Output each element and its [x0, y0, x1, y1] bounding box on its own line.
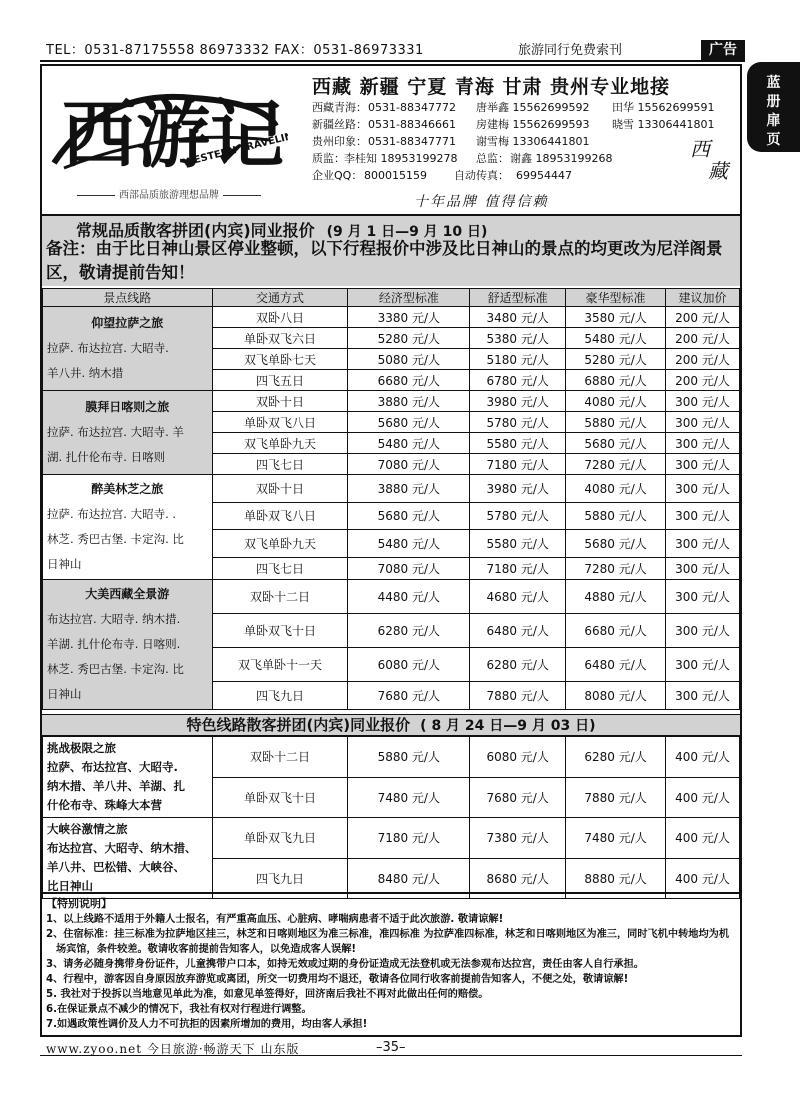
price-cell: 5580 元/人 — [470, 530, 566, 558]
price-cell: 8080 元/人 — [566, 682, 666, 710]
price-cell: 5480 元/人 — [566, 328, 666, 349]
col-header: 交通方式 — [212, 289, 348, 307]
price-cell: 7380 元/人 — [470, 818, 566, 859]
contact-phone: 0531-88347772 — [368, 101, 456, 114]
contact-person: 田华 15562699591 — [612, 101, 715, 114]
markup-cell: 300 元/人 — [666, 648, 740, 682]
route-attractions: 羊湖. 扎什伦布寺. 日喀则. — [47, 637, 181, 651]
contact-row — [312, 99, 714, 116]
price-cell: 4680 元/人 — [470, 580, 566, 614]
markup-cell: 200 元/人 — [666, 307, 740, 328]
table-row — [43, 391, 740, 412]
note-item: 5. 我社对于投拆以当地意见单此为准，如意见单签得好，回济南后我社不再对此做出任何的赔偿。 — [46, 989, 489, 1000]
markup-cell: 300 元/人 — [666, 530, 740, 558]
contact-label: 质监： — [312, 152, 345, 165]
markup-cell: 300 元/人 — [666, 557, 740, 579]
table-row — [43, 475, 740, 503]
logo-subtitle: 西部品质旅游理想品牌 — [54, 186, 284, 201]
price-cell: 6080 元/人 — [470, 737, 566, 778]
side-tab-char: 册 — [766, 94, 781, 110]
price-cell: 6280 元/人 — [470, 648, 566, 682]
transport-cell: 四飞七日 — [212, 557, 348, 579]
side-tab — [747, 62, 800, 152]
fax-number: 69954447 — [516, 169, 572, 182]
top-contact-bar — [40, 42, 745, 62]
price-cell: 5780 元/人 — [470, 502, 566, 530]
route-cell — [43, 307, 213, 391]
markup-cell: 200 元/人 — [666, 370, 740, 391]
contact-label: 总监： — [476, 152, 509, 165]
route-attractions: 拉萨. 布达拉宫. 大昭寺. — [47, 341, 169, 355]
price-cell: 4880 元/人 — [566, 580, 666, 614]
markup-cell: 200 元/人 — [666, 349, 740, 370]
route-cell — [43, 475, 213, 580]
price-cell: 7480 元/人 — [348, 777, 470, 818]
side-tab-char: 扉 — [766, 113, 781, 129]
route-title: 醉美林芝之旅 — [91, 482, 164, 496]
markup-cell: 300 元/人 — [666, 433, 740, 454]
price-cell: 3880 元/人 — [348, 475, 470, 503]
price-cell: 8880 元/人 — [566, 858, 666, 899]
contact-label: 西藏青海： — [312, 101, 367, 114]
calligraphy-xizang — [690, 138, 728, 182]
price-cell: 7180 元/人 — [348, 818, 470, 859]
price-cell: 7280 元/人 — [566, 557, 666, 579]
price-cell: 8680 元/人 — [470, 858, 566, 899]
price-cell: 7880 元/人 — [566, 777, 666, 818]
markup-cell: 300 元/人 — [666, 502, 740, 530]
col-header: 景点线路 — [43, 289, 213, 307]
table-row — [43, 580, 740, 614]
transport-cell: 四飞九日 — [212, 682, 348, 710]
route-title: 挑战极限之旅 — [47, 741, 116, 755]
route-title: 大峡谷激情之旅 — [47, 822, 128, 836]
notice-body: 备注：由于比日神山景区停业整顿，以下行程报价中涉及比日神山的景点的均更改为尼洋阁景区，敬请提前告知！ — [46, 239, 723, 282]
contact-label: 企业QQ： — [312, 169, 363, 182]
transport-cell: 单卧双飞六日 — [212, 328, 348, 349]
route-attractions: 什伦布寺、珠峰大本营 — [47, 798, 162, 812]
transport-cell: 双卧十日 — [212, 475, 348, 503]
special-title-text: 特色线路散客拼团(内宾)同业报价 — [186, 716, 411, 734]
transport-cell: 单卧双飞十日 — [212, 777, 348, 818]
price-cell: 7880 元/人 — [470, 682, 566, 710]
markup-cell: 300 元/人 — [666, 412, 740, 433]
price-cell: 7080 元/人 — [348, 454, 470, 475]
contact-row — [312, 167, 714, 184]
note-item: 1、以上线路不适用于外籍人士报名，有严重高血压、心脏病、哮喘病患者不适于此次旅游. 敬请谅解! — [46, 914, 504, 925]
logo-text: 西游记 — [62, 92, 284, 178]
price-cell: 5880 元/人 — [566, 502, 666, 530]
note-item: 7.如遇政策性调价及人力不可抗拒的因素所增加的费用，均由客人承担! — [46, 1019, 368, 1030]
markup-cell: 300 元/人 — [666, 580, 740, 614]
contact-row — [312, 133, 714, 150]
price-cell: 5780 元/人 — [470, 412, 566, 433]
note-item: 4、行程中，游客因自身原因放弃游览或离团，所交一切费用均不退还，敬请各位同行收客前提前告知客人，不便之处，敬请谅解! — [46, 974, 629, 985]
contact-row — [312, 116, 714, 133]
price-cell: 5380 元/人 — [470, 328, 566, 349]
route-attractions: 日神山 — [47, 687, 82, 701]
contact-label: 自动传真： — [454, 169, 509, 182]
price-cell: 5880 元/人 — [348, 737, 470, 778]
advert-frame — [40, 64, 742, 1037]
markup-cell: 300 元/人 — [666, 682, 740, 710]
markup-cell: 400 元/人 — [666, 818, 740, 859]
tel-fax-text: TEL：0531-87175558 86973332 FAX：0531-86973331 — [46, 43, 424, 58]
route-attractions: 羊八井、巴松错、大峡谷、 — [47, 860, 185, 874]
price-cell: 5580 元/人 — [470, 433, 566, 454]
header-info — [294, 66, 740, 214]
route-attractions: 林芝. 秀巴古堡. 卡定沟. 比 — [47, 532, 184, 546]
contact-person: 谢鑫 18953199268 — [510, 152, 613, 165]
price-cell: 6280 元/人 — [348, 614, 470, 648]
price-cell: 5680 元/人 — [348, 502, 470, 530]
transport-cell: 单卧双飞十日 — [212, 614, 348, 648]
contact-label: 贵州印象： — [312, 135, 367, 148]
contact-label: 新疆丝路： — [312, 118, 367, 131]
transport-cell: 四飞五日 — [212, 370, 348, 391]
calligraphy-char: 西 — [690, 137, 710, 161]
page-number: –35– — [376, 1040, 406, 1055]
price-cell: 5680 元/人 — [348, 412, 470, 433]
price-cell: 7180 元/人 — [470, 454, 566, 475]
price-cell: 3380 元/人 — [348, 307, 470, 328]
logo-graphic — [44, 68, 288, 188]
special-notes — [42, 892, 740, 1037]
special-price-table — [42, 736, 740, 899]
special-date-range: ( 8 月 24 日—9 月 03 日) — [420, 718, 596, 734]
contact-person: 唐举鑫 15562699592 — [476, 101, 590, 114]
route-cell — [43, 818, 213, 899]
transport-cell: 双卧十二日 — [212, 737, 348, 778]
price-cell: 6080 元/人 — [348, 648, 470, 682]
price-cell: 6680 元/人 — [566, 614, 666, 648]
advert-header — [42, 66, 740, 214]
notice-title-text: 常规品质散客拼团(内宾)同业报价 — [76, 221, 315, 240]
calligraphy-char: 藏 — [708, 159, 728, 183]
route-cell — [43, 391, 213, 475]
price-cell: 5080 元/人 — [348, 349, 470, 370]
price-cell: 5880 元/人 — [566, 412, 666, 433]
price-cell: 3580 元/人 — [566, 307, 666, 328]
route-attractions: 布达拉宫、大昭寺、纳木措、 — [47, 841, 197, 855]
markup-cell: 200 元/人 — [666, 328, 740, 349]
ad-tag: 广告 — [701, 40, 745, 60]
route-cell — [43, 737, 213, 818]
transport-cell: 双飞单卧七天 — [212, 349, 348, 370]
markup-cell: 300 元/人 — [666, 614, 740, 648]
transport-cell: 四飞九日 — [212, 858, 348, 899]
transport-cell: 单卧双飞九日 — [212, 818, 348, 859]
transport-cell: 双飞单卧九天 — [212, 530, 348, 558]
route-attractions: 林芝. 秀巴古堡. 卡定沟. 比 — [47, 662, 184, 676]
route-attractions: 湖. 扎什伦布寺. 日喀则 — [47, 450, 166, 464]
motto-text: 十年品牌 值得信赖 — [414, 194, 549, 210]
special-tour-title — [42, 714, 740, 736]
header-title: 西藏 新疆 宁夏 青海 甘肃 贵州专业地接 — [312, 76, 671, 98]
note-item: 2、住宿标准：挂三标准为拉萨地区挂三，林芝和日喀则地区为准三标准，准四标准 为拉萨准四标准，林芝和日喀则地区为准三，同时飞机中转地均为机场宾馆，条件较差。敬请收客前提前告知客人，以免造成客人误解! — [46, 929, 730, 955]
route-attractions: 拉萨、布达拉宫、大昭寺. — [47, 760, 178, 774]
price-cell: 7680 元/人 — [470, 777, 566, 818]
price-cell: 6480 元/人 — [470, 614, 566, 648]
price-cell: 7080 元/人 — [348, 557, 470, 579]
qq-number: 800015159 — [364, 169, 427, 182]
price-cell: 7280 元/人 — [566, 454, 666, 475]
contact-phone: 0531-88346661 — [368, 118, 456, 131]
note-item: 6.在保证景点不减少的情况下，我社有权对行程进行调整。 — [46, 1004, 312, 1015]
regular-tour-notice — [42, 214, 740, 286]
price-cell: 5680 元/人 — [566, 433, 666, 454]
price-cell: 3980 元/人 — [470, 391, 566, 412]
price-cell: 5480 元/人 — [348, 433, 470, 454]
price-cell: 8480 元/人 — [348, 858, 470, 899]
markup-cell: 400 元/人 — [666, 858, 740, 899]
route-cell — [43, 580, 213, 710]
regular-price-table — [42, 288, 740, 710]
contact-person: 房建梅 15562699593 — [476, 118, 590, 131]
price-cell: 3480 元/人 — [470, 307, 566, 328]
markup-cell: 300 元/人 — [666, 391, 740, 412]
table-row — [43, 737, 740, 778]
price-cell: 6680 元/人 — [348, 370, 470, 391]
price-cell: 5280 元/人 — [348, 328, 470, 349]
price-cell: 6880 元/人 — [566, 370, 666, 391]
transport-cell: 单卧双飞八日 — [212, 412, 348, 433]
notes-title: 【特别说明】 — [46, 897, 112, 910]
route-attractions: 布达拉宫. 大昭寺. 纳木措. — [47, 612, 181, 626]
contact-person: 谢雪梅 13306441801 — [476, 135, 590, 148]
price-cell: 6780 元/人 — [470, 370, 566, 391]
note-item: 3、请务必随身携带身份证件，儿童携带户口本，如持无效或过期的身份证造成无法登机或无法参观布达拉宫，责任由客人自行承担。 — [46, 959, 644, 970]
route-attractions: 羊八井. 纳木措 — [47, 366, 124, 380]
price-cell: 7680 元/人 — [348, 682, 470, 710]
route-title: 大美西藏全景游 — [85, 587, 170, 601]
side-tab-char: 页 — [766, 132, 781, 148]
col-header: 经济型标准 — [348, 289, 470, 307]
page-footer — [40, 1040, 742, 1056]
transport-cell: 双卧十二日 — [212, 580, 348, 614]
col-header: 建议加价 — [666, 289, 740, 307]
transport-cell: 双飞单卧九天 — [212, 433, 348, 454]
price-cell: 4480 元/人 — [348, 580, 470, 614]
contact-person: 晓雪 13306441801 — [612, 118, 715, 131]
route-title: 膜拜日喀则之旅 — [85, 400, 170, 414]
transport-cell: 双飞单卧十一天 — [212, 648, 348, 682]
transport-cell: 双卧十日 — [212, 391, 348, 412]
price-cell: 6280 元/人 — [566, 737, 666, 778]
logo-en-text: WESTERN TRAVELING — [182, 128, 288, 169]
col-header: 舒适型标准 — [470, 289, 566, 307]
transport-cell: 双卧八日 — [212, 307, 348, 328]
route-title: 仰望拉萨之旅 — [91, 316, 164, 330]
price-cell: 3880 元/人 — [348, 391, 470, 412]
markup-cell: 300 元/人 — [666, 454, 740, 475]
contact-row — [312, 150, 714, 167]
route-attractions: 拉萨. 布达拉宫. 大昭寺. 羊 — [47, 425, 184, 439]
table-row — [43, 307, 740, 328]
contact-phone: 0531-88347771 — [368, 135, 456, 148]
footer-site: www.zyoo.net 今日旅游·畅游天下 山东版 — [46, 1042, 300, 1056]
price-cell: 5280 元/人 — [566, 349, 666, 370]
price-cell: 7180 元/人 — [470, 557, 566, 579]
notice-date-range: (9 月 1 日—9 月 10 日) — [326, 224, 488, 240]
route-attractions: 日神山 — [47, 557, 82, 571]
side-tab-char: 蓝 — [766, 75, 781, 91]
contact-list — [312, 99, 714, 184]
route-attractions: 拉萨. 布达拉宫. 大昭寺. . — [47, 507, 177, 521]
price-cell: 5680 元/人 — [566, 530, 666, 558]
price-cell: 5480 元/人 — [348, 530, 470, 558]
price-cell: 4080 元/人 — [566, 475, 666, 503]
route-attractions: 纳木措、羊八井、羊湖、扎 — [47, 779, 185, 793]
transport-cell: 单卧双飞八日 — [212, 502, 348, 530]
price-cell: 4080 元/人 — [566, 391, 666, 412]
price-cell: 6480 元/人 — [566, 648, 666, 682]
markup-cell: 400 元/人 — [666, 777, 740, 818]
route-attractions: 比日神山 — [47, 879, 93, 893]
price-cell: 3980 元/人 — [470, 475, 566, 503]
slogan-text: 旅游同行免费索刊 — [518, 43, 623, 58]
price-cell: 5180 元/人 — [470, 349, 566, 370]
transport-cell: 四飞七日 — [212, 454, 348, 475]
markup-cell: 300 元/人 — [666, 475, 740, 503]
contact-person: 李桂知 18953199278 — [344, 152, 458, 165]
markup-cell: 400 元/人 — [666, 737, 740, 778]
price-cell: 7480 元/人 — [566, 818, 666, 859]
table-row — [43, 818, 740, 859]
table-header-row — [43, 289, 740, 307]
col-header: 豪华型标准 — [566, 289, 666, 307]
